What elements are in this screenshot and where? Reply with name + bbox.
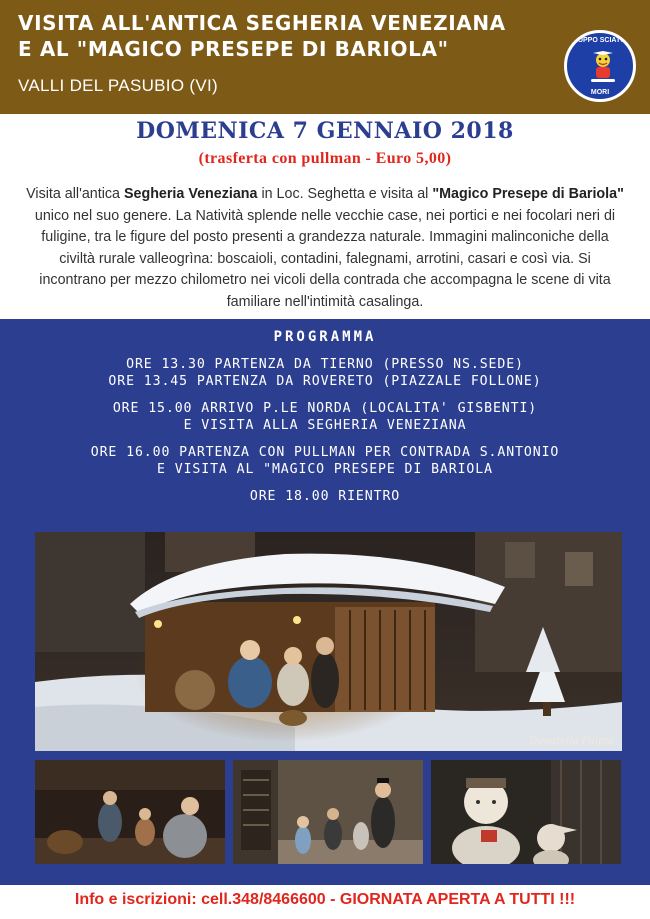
scene-photo-center [233,760,423,864]
program-title: PROGRAMMA [273,329,377,345]
desc-bold-1: Segheria Veneziana [123,186,258,202]
event-description [26,184,624,313]
club-logo [564,30,636,102]
desc-text-3: unico nel suo genere. La Natività splende nelle vecchie case, nei portici e nei focolari neri di fuligine, tra le figure del posto presenti a grandezza naturale. Immagini malinconiche della civiltà rurale valleogrìna: boscaioli, contadini, falegnami, arrotini, casari e così via. Si incontrano per mezzo chilometro nei vicoli della contrada che accompagna le scene di vita familiare nell'intimità casalinga. [34,207,616,310]
program-line: E VISITA AL "MAGICO PRESEPE DI BARIOLA [157,462,493,477]
photo-credit: Donatella Filippi [529,736,614,747]
title-line-1: VISITA ALL'ANTICA SEGHERIA VENEZIANA [18,11,506,35]
location-subtitle: VALLI DEL PASUBIO (VI) [18,76,218,95]
program-line: ORE 16.00 PARTENZA CON PULLMAN PER CONTRADA S.ANTONIO [90,445,560,460]
alley-scene-image [233,760,423,864]
event-date: DOMENICA 7 GENNAIO 2018 [136,118,514,144]
footer-bar [0,885,650,919]
nativity-scene-image [35,532,622,751]
desc-text-1: Visita all'antica [26,186,124,202]
program-line: E VISITA ALLA SEGHERIA VENEZIANA [183,418,467,433]
header-banner [0,0,650,114]
logo-top-text: GRUPPO SCIATORI [567,37,633,44]
logo-bottom-text: MORI [590,89,610,96]
contact-info: Info e iscrizioni: cell.348/8466600 - GIORNATA APERTA A TUTTI !!! [74,891,576,908]
scene-photo-left [35,760,225,864]
program-line: ORE 13.30 PARTENZA DA TIERNO (PRESSO NS.SEDE) [126,357,524,372]
program-list [0,356,650,505]
title-line-2: E AL "MAGICO PRESEPE DI BARIOLA" [18,37,449,61]
program-line: ORE 15.00 ARRIVO P.LE NORDA (LOCALITA' GISBENTI) [112,401,538,416]
indoor-scene-image [35,760,225,864]
page-title [18,10,558,62]
program-line: ORE 13.45 PARTENZA DA ROVERETO (PIAZZALE FOLLONE) [108,374,542,389]
wood-carving-scene-image [431,760,621,864]
skier-mascot-icon [588,51,618,85]
desc-text-2: in Loc. Seghetta e visita al [257,186,433,202]
nativity-hut-photo [35,532,622,751]
scene-photo-right [431,760,621,864]
program-line: ORE 18.00 RIENTRO [249,489,401,504]
desc-bold-2: "Magico Presepe di Bariola" [432,186,624,202]
transfer-info: (trasferta con pullman - Euro 5,00) [198,150,452,167]
